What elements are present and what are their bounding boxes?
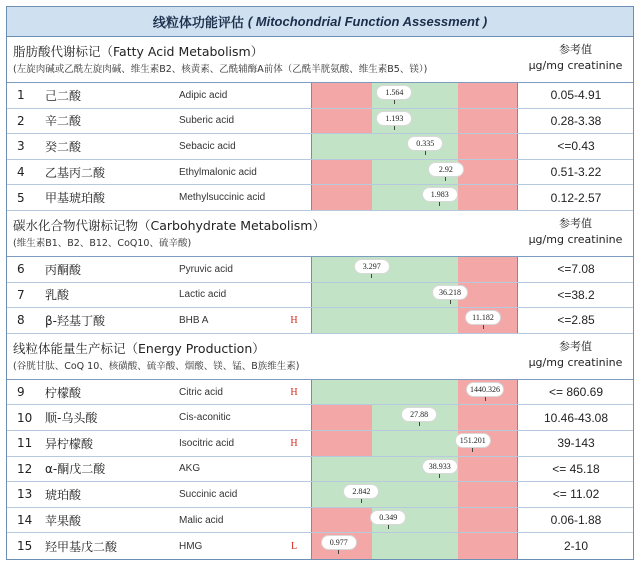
row-number: 15 — [17, 539, 33, 554]
normal-zone — [372, 431, 458, 456]
result-gauge — [311, 533, 517, 559]
table-row — [7, 533, 633, 559]
low-zone — [312, 508, 372, 533]
reference-range: <=2.85 — [517, 308, 634, 333]
result-marker — [463, 382, 507, 401]
reference-label: 参考值 — [559, 43, 592, 56]
marker-name-en: HMG — [179, 540, 203, 552]
marker-name-cn: 苹果酸 — [45, 513, 82, 528]
result-flag: L — [290, 540, 298, 552]
table-row — [7, 83, 633, 109]
marker-tick — [394, 126, 395, 130]
table-row — [7, 160, 633, 186]
reference-range: <=7.08 — [517, 257, 634, 282]
table-row — [7, 508, 633, 534]
section-header — [7, 334, 633, 380]
result-value: 1.193 — [376, 111, 412, 126]
section-subtitle: (左旋肉碱或乙酰左旋肉碱、维生素B2、核黄素、乙酰辅酶A前体（乙酰半胱氨酸、维生素B5、镁）) — [13, 64, 428, 75]
marker-name-en: Sebacic acid — [179, 140, 236, 152]
section-title: 脂肪酸代谢标记（Fatty Acid Metabolism） — [13, 44, 264, 59]
row-number: 13 — [17, 487, 33, 502]
marker-name-en: Adipic acid — [179, 89, 228, 101]
result-gauge — [311, 482, 517, 507]
marker-tick — [483, 325, 484, 329]
result-value: 2.92 — [428, 162, 464, 177]
report-title — [7, 7, 633, 37]
result-flag — [285, 134, 303, 159]
high-zone — [458, 533, 518, 559]
marker-name-cn: 丙酮酸 — [45, 262, 82, 277]
result-gauge — [311, 283, 517, 308]
result-flag — [285, 508, 303, 533]
table-row — [7, 134, 633, 160]
marker-name-en: Succinic acid — [179, 488, 238, 500]
result-gauge — [311, 109, 517, 134]
result-flag — [285, 160, 303, 185]
marker-tick — [338, 550, 339, 554]
result-gauge — [311, 308, 517, 333]
result-marker — [350, 259, 394, 278]
row-number: 5 — [17, 190, 25, 205]
reference-range: 0.51-3.22 — [517, 160, 634, 185]
row-number: 10 — [17, 410, 33, 425]
low-zone — [312, 109, 372, 134]
reference-range: 10.46-43.08 — [517, 405, 634, 430]
marker-tick — [388, 525, 389, 529]
mitochondrial-report — [6, 6, 634, 560]
marker-name-cn: 琥珀酸 — [45, 487, 82, 502]
title-en: ( Mitochondrial Function Assessment ) — [247, 14, 488, 29]
result-value: 38.933 — [422, 459, 458, 474]
row-number: 9 — [17, 385, 25, 400]
marker-tick — [445, 177, 446, 181]
row-number: 3 — [17, 139, 25, 154]
high-zone — [458, 257, 518, 282]
reference-range: 39-143 — [517, 431, 634, 456]
result-flag: H — [290, 386, 298, 398]
high-zone — [458, 83, 518, 108]
reference-header — [517, 42, 634, 74]
low-zone — [312, 83, 372, 108]
section-title: 碳水化合物代谢标记物（Carbohydrate Metabolism） — [13, 217, 325, 233]
reference-unit: μg/mg creatinine — [528, 232, 623, 246]
normal-zone — [312, 308, 458, 333]
marker-name-en: Suberic acid — [179, 115, 235, 127]
result-flag: H — [290, 314, 298, 326]
marker-tick — [439, 202, 440, 206]
result-value: 36.218 — [432, 285, 468, 300]
result-gauge — [311, 380, 517, 405]
marker-tick — [371, 274, 372, 278]
high-zone — [458, 482, 518, 507]
row-number: 1 — [17, 88, 25, 103]
row-number: 12 — [17, 461, 33, 476]
result-flag — [285, 482, 303, 507]
marker-name-en: BHB A — [179, 314, 209, 326]
result-value: 27.88 — [401, 407, 437, 422]
result-flag — [285, 83, 303, 108]
reference-range: 2-10 — [517, 533, 634, 559]
reference-label: 参考值 — [559, 339, 592, 353]
sections — [7, 37, 633, 559]
marker-name-cn: 癸二酸 — [45, 139, 82, 154]
title-cn: 线粒体功能评估 — [152, 16, 244, 31]
result-marker — [366, 510, 410, 529]
result-flag — [285, 185, 303, 210]
reference-range: <= 860.69 — [517, 380, 634, 405]
high-zone — [458, 405, 518, 430]
result-marker — [372, 111, 416, 130]
result-flag — [285, 457, 303, 482]
result-flag — [285, 405, 303, 430]
result-value: 1.564 — [376, 85, 412, 100]
normal-zone — [312, 482, 458, 507]
marker-name-cn: β-羟基丁酸 — [45, 313, 105, 328]
marker-tick — [419, 422, 420, 426]
section-subtitle: (维生素B1、B2、B12、CoQ10、硫辛酸) — [13, 237, 192, 249]
result-flag: H — [290, 437, 298, 449]
marker-name-cn: 甲基琥珀酸 — [45, 191, 106, 206]
result-value: 1440.326 — [466, 382, 504, 397]
result-flag — [285, 283, 303, 308]
marker-name-cn: 顺-乌头酸 — [45, 411, 98, 426]
result-marker — [461, 310, 505, 329]
low-zone — [312, 160, 372, 185]
result-value: 11.182 — [465, 310, 501, 325]
result-gauge — [311, 160, 517, 185]
marker-name-cn: 己二酸 — [45, 88, 82, 103]
reference-unit: μg/mg creatinine — [528, 355, 623, 369]
high-zone — [458, 508, 518, 533]
result-gauge — [311, 257, 517, 282]
normal-zone — [372, 533, 458, 559]
row-number: 2 — [17, 113, 25, 128]
result-value: 1.983 — [422, 187, 458, 202]
result-marker — [418, 459, 462, 478]
result-marker — [451, 433, 495, 452]
result-value: 0.349 — [370, 510, 406, 525]
high-zone — [458, 185, 518, 210]
result-gauge — [311, 185, 517, 210]
result-gauge — [311, 134, 517, 159]
table-row — [7, 405, 633, 431]
reference-range: <= 45.18 — [517, 457, 634, 482]
marker-name-en: Cis-aconitic — [179, 412, 231, 424]
marker-name-en: Isocitric acid — [179, 437, 235, 449]
table-row — [7, 185, 633, 211]
marker-name-cn: 柠檬酸 — [45, 385, 82, 400]
reference-range: <= 11.02 — [517, 482, 634, 507]
result-flag — [285, 257, 303, 282]
result-marker — [403, 136, 447, 155]
table-row — [7, 431, 633, 457]
low-zone — [312, 431, 372, 456]
section-title: 线粒体能量生产标记（Energy Production） — [13, 340, 265, 356]
result-marker — [418, 187, 462, 206]
marker-tick — [394, 100, 395, 104]
result-gauge — [311, 83, 517, 108]
result-marker — [397, 407, 441, 426]
row-number: 8 — [17, 313, 25, 328]
result-value: 151.201 — [455, 433, 491, 448]
section-header — [7, 211, 633, 257]
table-row — [7, 283, 633, 309]
high-zone — [458, 457, 518, 482]
result-flag — [285, 109, 303, 134]
result-value: 0.335 — [407, 136, 443, 151]
result-value: 2.842 — [343, 484, 379, 499]
marker-name-en: AKG — [179, 463, 201, 475]
table-row — [7, 308, 633, 334]
reference-range: 0.05-4.91 — [517, 83, 634, 108]
reference-range: 0.12-2.57 — [517, 185, 634, 210]
marker-tick — [485, 397, 486, 401]
result-value: 3.297 — [354, 259, 390, 274]
row-number: 11 — [17, 436, 33, 451]
reference-header — [517, 339, 634, 371]
reference-range: 0.06-1.88 — [517, 508, 634, 533]
table-row — [7, 380, 633, 406]
reference-range: <=38.2 — [517, 283, 634, 308]
section-header — [7, 37, 633, 83]
marker-tick — [472, 448, 473, 452]
table-row — [7, 109, 633, 135]
reference-range: <=0.43 — [517, 134, 634, 159]
marker-name-en: Lactic acid — [179, 289, 227, 301]
reference-unit: μg/mg creatinine — [528, 59, 623, 72]
row-number: 7 — [17, 287, 25, 302]
table-row — [7, 482, 633, 508]
marker-name-cn: 乙基丙二酸 — [45, 165, 106, 180]
reference-header — [517, 216, 634, 248]
result-marker — [372, 85, 416, 104]
reference-label: 参考值 — [559, 216, 592, 230]
marker-name-cn: 辛二酸 — [45, 114, 82, 129]
high-zone — [458, 109, 518, 134]
marker-name-en: Citric acid — [179, 386, 223, 398]
result-marker — [424, 162, 468, 181]
result-marker — [339, 484, 383, 503]
marker-tick — [425, 151, 426, 155]
table-row — [7, 257, 633, 283]
result-gauge — [311, 431, 517, 456]
marker-name-cn: α-酮戊二酸 — [45, 462, 106, 477]
result-marker — [428, 285, 472, 304]
row-number: 14 — [17, 513, 33, 528]
marker-name-cn: 乳酸 — [45, 288, 70, 303]
result-marker — [317, 535, 361, 554]
result-gauge — [311, 508, 517, 533]
low-zone — [312, 185, 372, 210]
result-gauge — [311, 405, 517, 430]
marker-tick — [361, 499, 362, 503]
marker-name-cn: 羟甲基戊二酸 — [45, 539, 118, 554]
marker-name-en: Malic acid — [179, 514, 224, 526]
marker-name-en: Pyruvic acid — [179, 263, 233, 275]
marker-name-cn: 异柠檬酸 — [45, 436, 94, 451]
result-value: 0.977 — [321, 535, 357, 550]
high-zone — [458, 134, 518, 159]
result-gauge — [311, 457, 517, 482]
row-number: 6 — [17, 262, 25, 277]
table-row — [7, 457, 633, 483]
reference-range: 0.28-3.38 — [517, 109, 634, 134]
marker-tick — [439, 474, 440, 478]
marker-name-en: Ethylmalonic acid — [179, 166, 257, 178]
section-subtitle: (谷胱甘肽、CoQ 10、核磺酸、硫辛酸、烟酸、镁、锰、B族维生素) — [13, 360, 300, 372]
low-zone — [312, 405, 372, 430]
marker-name-en: Methylsuccinic acid — [179, 192, 266, 204]
marker-tick — [450, 300, 451, 304]
row-number: 4 — [17, 165, 25, 180]
normal-zone — [312, 380, 458, 405]
